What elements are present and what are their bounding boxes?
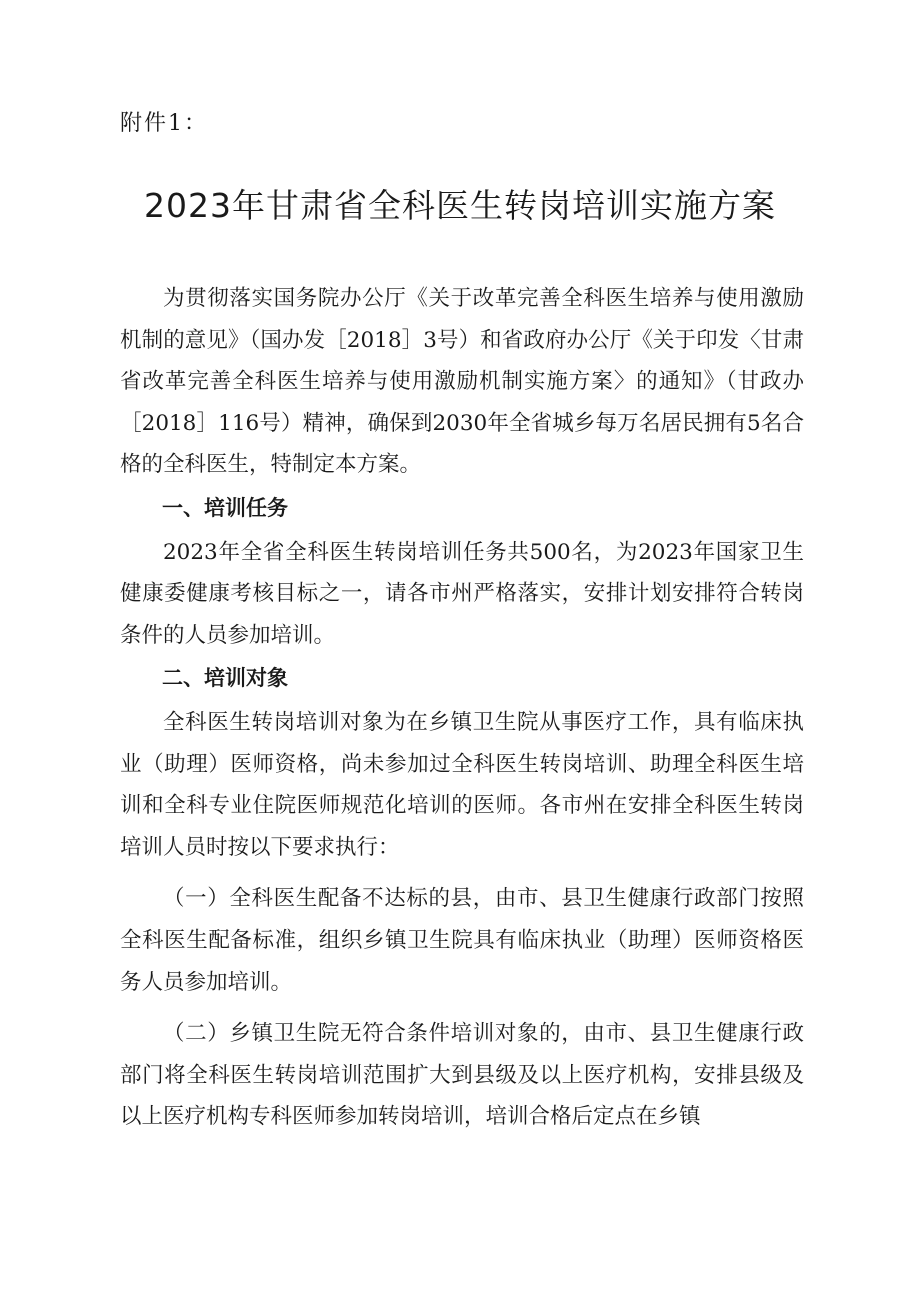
sub-item-paragraph: （一）全科医生配备不达标的县，由市、县卫生健康行政部门按照全科医生配备标准，组织乡镇卫生院具有临床执业（助理）医师资格医务人员参加培训。 — [120, 886, 804, 995]
spacer — [120, 1003, 804, 1013]
spacer — [120, 868, 804, 878]
document-title: 2023年甘肃省全科医生转岗培训实施方案 — [144, 186, 776, 225]
section-paragraph: 2023年全省全科医生转岗培训任务共500名，为2023年国家卫生健康委健康考核目标之一，请各市州严格落实，安排计划安排符合转岗条件的人员参加培训。 — [120, 539, 804, 648]
sub-item-paragraph: （二）乡镇卫生院无符合条件培训对象的，由市、县卫生健康行政部门将全科医生转岗培训范围扩大到县级及以上医疗机构，安排县级及以上医疗机构专科医师参加转岗培训，培训合格后定点在乡镇 — [120, 1021, 804, 1130]
section-heading-tasks: 一、培训任务 — [162, 495, 288, 520]
intro-paragraph: 为贯彻落实国务院办公厅《关于改革完善全科医生培养与使用激励机制的意见》（国办发［2018］3号）和省政府办公厅《关于印发〈甘肃省改革完善全科医生培养与使用激励机制实施方案〉的通知》（甘政办［2018］116号）精神，确保到2030年全省城乡每万名居民拥有5名合格的全科医生，特制定本方案。 — [120, 286, 804, 478]
attachment-label: 附件1： — [120, 111, 208, 136]
section-paragraph: 全科医生转岗培训对象为在乡镇卫生院从事医疗工作，具有临床执业（助理）医师资格，尚未参加过全科医生转岗培训、助理全科医生培训和全科专业住院医师规范化培训的医师。各市州在安排全科医生转岗培训人员时按以下要求执行： — [120, 709, 804, 860]
section-heading-targets: 二、培训对象 — [162, 666, 288, 691]
document-body — [120, 278, 804, 1138]
